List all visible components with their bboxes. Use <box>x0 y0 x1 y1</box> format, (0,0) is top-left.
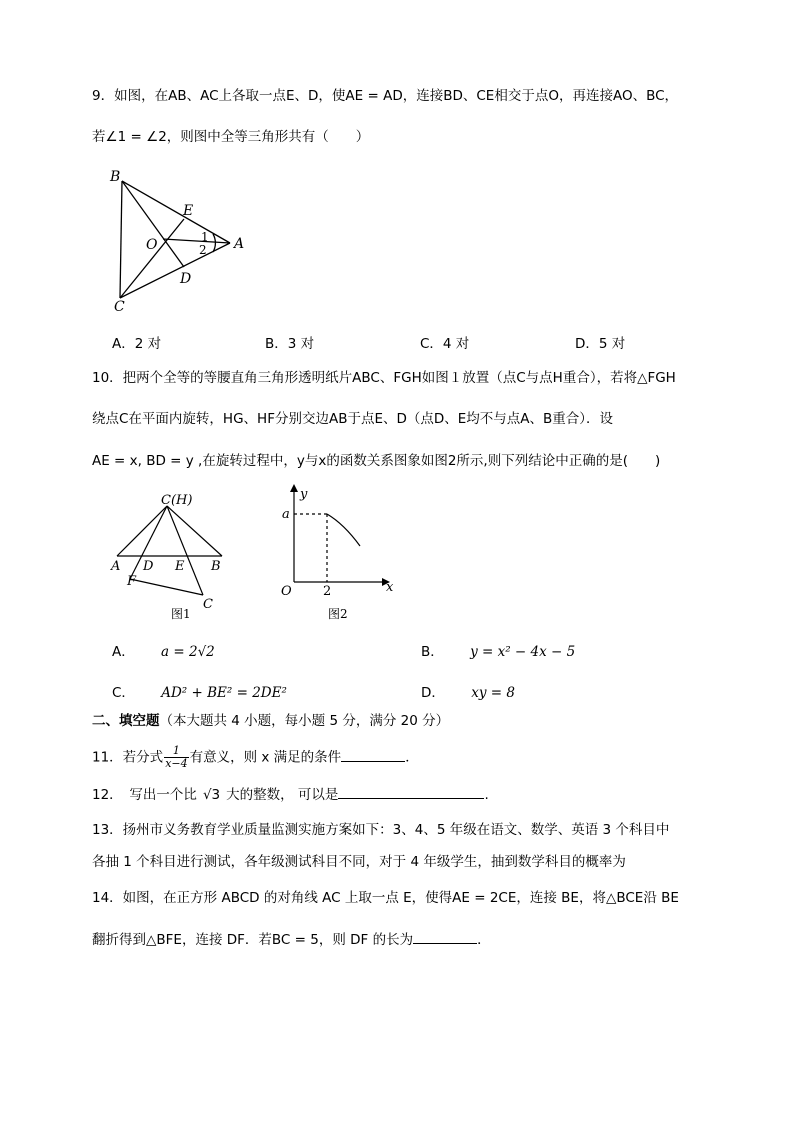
q12-answer-blank[interactable] <box>338 784 484 799</box>
q10-fig2-label-y: y <box>300 487 308 502</box>
q10-line1: 10．把两个全等的等腰直角三角形透明纸片ABC、FGH如图１放置（点C与点H重合），若将△FGH <box>92 370 676 386</box>
q10-option-a <box>112 640 215 660</box>
q11-denominator: x−4 <box>165 757 188 770</box>
q10-option-a-label: A． <box>112 644 135 660</box>
q10-figure-2 <box>272 484 402 626</box>
q10-fig2-label-2: 2 <box>323 584 332 599</box>
q11-post: 有意义，则 x 满足的条件 <box>189 749 342 766</box>
q10-fig1-label-B: B <box>211 559 221 574</box>
q9-line2: 若∠1 = ∠2，则图中全等三角形共有（ ） <box>92 129 370 145</box>
q12-root: √3 <box>202 787 221 803</box>
q12-pre: 12． 写出一个比 <box>92 787 197 803</box>
q12-line <box>92 784 489 805</box>
q14-line2-text: 翻折得到△BFE，连接 DF．若BC = 5，则 DF 的长为 <box>92 932 414 948</box>
q10-line2: 绕点C在平面内旋转，HG、HF分别交边AB于点E、D（点D、E均不与点A、B重合）．设 <box>92 411 614 427</box>
q10-fig1-label-E: E <box>175 559 185 574</box>
q10-option-c-label: C． <box>112 685 135 701</box>
q12-mid: 大的整数， 可以是 <box>226 787 339 803</box>
q10-option-b <box>421 640 575 660</box>
q10-option-d-expr: xy = 8 <box>471 685 515 701</box>
q9-label-O: O <box>146 237 158 253</box>
q9-line1: 9．如图，在AB、AC上各取一点E、D，使AE = AD，连接BD、CE相交于点O，再连接AO、BC， <box>92 88 679 104</box>
q10-fig1-label-A: A <box>111 559 121 574</box>
q9-option-a: A．2 对 <box>112 336 162 352</box>
q10-fig1-label-CH: C(H) <box>161 493 193 508</box>
q9-figure <box>100 165 260 315</box>
q10-fig2-label-x: x <box>386 580 394 595</box>
q10-option-c-expr: AD² + BE² = 2DE² <box>161 685 287 701</box>
q10-fig2-label-a: a <box>282 507 290 522</box>
q13-line1: 13．扬州市义务教育学业质量监测实施方案如下：3、4、5 年级在语文、数学、英语 3 个科目中 <box>92 822 670 838</box>
q10-option-d <box>421 681 515 701</box>
q10-option-b-label: B． <box>421 644 444 660</box>
q9-option-d: D．5 对 <box>575 336 626 352</box>
q11-fraction <box>164 745 188 770</box>
q10-fig2-caption: 图2 <box>328 607 348 621</box>
q13-line2: 各抽 1 个科目进行测试，各年级测试科目不同，对于 4 年级学生，抽到数学科目的概率为 <box>92 854 626 870</box>
q10-fig1-label-C: C <box>203 597 213 612</box>
q11-end: ． <box>405 749 419 766</box>
q14-line2-end: ． <box>477 932 491 948</box>
q9-label-A: A <box>234 236 245 252</box>
q10-option-a-expr: a = 2√2 <box>161 644 215 660</box>
q9-label-C: C <box>114 299 125 315</box>
q10-option-b-expr: y = x² − 4x − 5 <box>470 644 576 660</box>
q11-numerator: 1 <box>164 745 188 758</box>
q10-fig1-label-D: D <box>143 559 154 574</box>
q11-answer-blank[interactable] <box>341 747 405 762</box>
q9-label-D: D <box>180 271 192 287</box>
q9-label-E: E <box>183 203 194 219</box>
q10-line3: AE = x, BD = y ,在旋转过程中，y与x的函数关系图象如图2所示,则下列结论中正确的是( ) <box>92 453 661 469</box>
q9-angle-1: 1 <box>201 230 209 244</box>
q12-end: . <box>484 787 489 803</box>
q10-option-c <box>112 681 287 701</box>
q9-label-B: B <box>110 169 121 185</box>
section-2-note: （本大题共 4 小题，每小题 5 分，满分 20 分） <box>159 713 450 729</box>
q14-line2 <box>92 929 491 950</box>
q9-option-b: B．3 对 <box>265 336 315 352</box>
q10-fig1-caption: 图1 <box>171 607 191 621</box>
q10-fig1-label-F: F <box>127 574 137 589</box>
q11-line <box>92 745 419 770</box>
q10-option-d-label: D． <box>421 685 445 701</box>
q14-line1: 14．如图，在正方形 ABCD 的对角线 AC 上取一点 E，使得AE = 2CE，连接 BE，将△BCE沿 BE <box>92 890 679 906</box>
q9-angle-2: 2 <box>199 243 207 257</box>
section-2-title: 二、填空题 <box>92 713 160 729</box>
q11-pre: 11．若分式 <box>92 749 164 766</box>
q9-option-c: C．4 对 <box>420 336 470 352</box>
section-2-heading <box>92 711 449 731</box>
q10-figure-1 <box>105 488 240 628</box>
q14-answer-blank[interactable] <box>413 929 477 944</box>
q10-fig2-label-O: O <box>281 584 292 599</box>
